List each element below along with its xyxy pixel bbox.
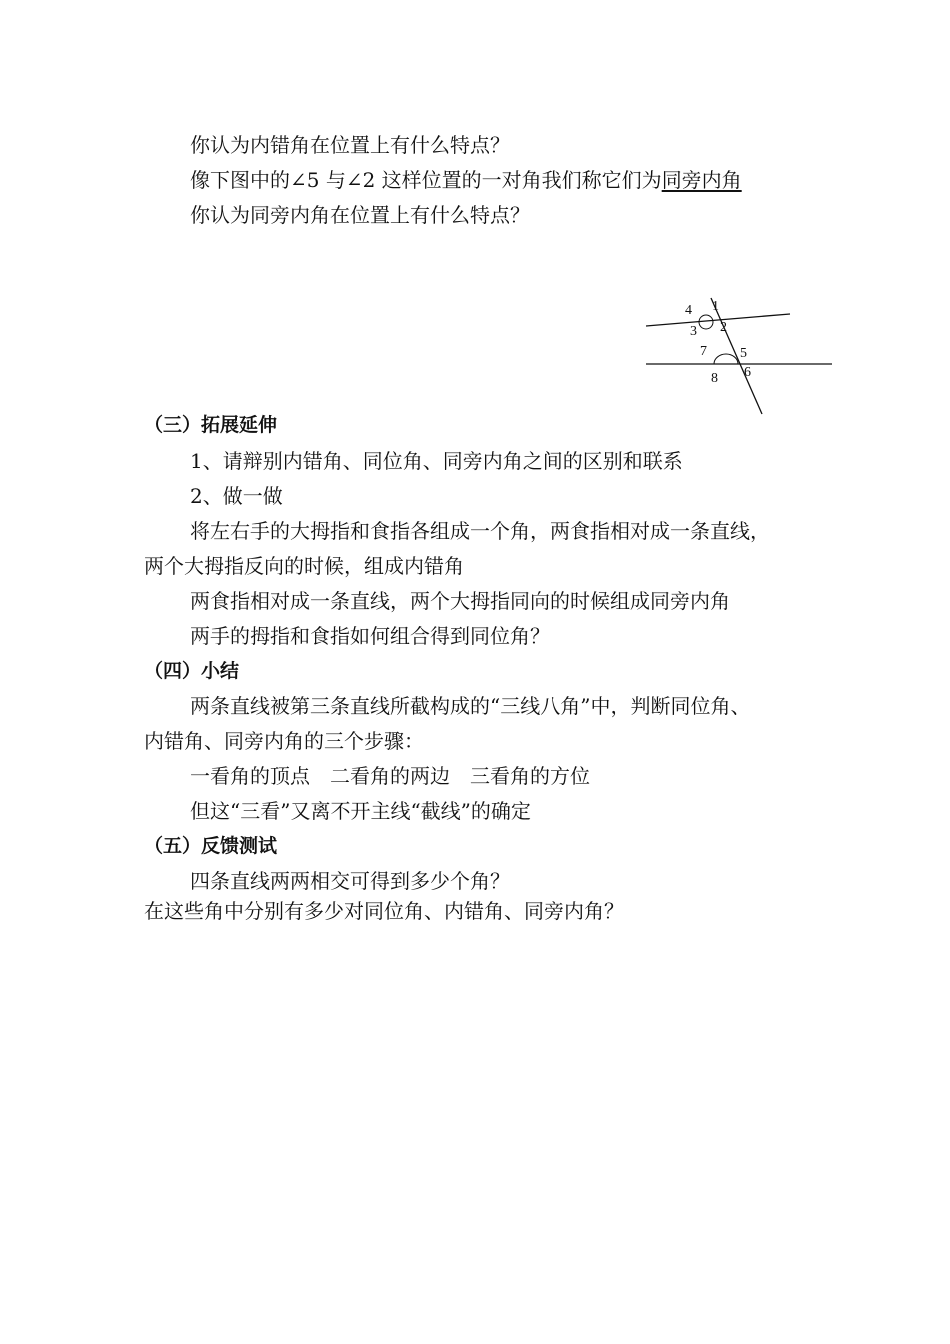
angle-label-6: 6 — [744, 365, 751, 380]
section-4-paragraph-1: 两条直线被第三条直线所截构成的“三线八角”中，判断同位角、 — [190, 694, 751, 718]
angle-label-7: 7 — [700, 344, 707, 359]
section-3-item-1: 1、请辩别内错角、同位角、同旁内角之间的区别和联系 — [190, 449, 683, 473]
section-3-paragraph-1: 将左右手的大拇指和食指各组成一个角，两食指相对成一条直线， — [190, 519, 770, 543]
intro-question-2 — [190, 167, 742, 193]
section-5-heading: （五）反馈测试 — [144, 835, 278, 857]
section-3-item-2: 2、做一做 — [190, 484, 283, 508]
section-4-heading: （四）小结 — [144, 660, 240, 682]
section-3-paragraph-1-cont: 两个大拇指反向的时候，组成内错角 — [144, 554, 464, 578]
term-same-side-interior: 同旁内角 — [661, 168, 742, 192]
angle-label-3: 3 — [690, 324, 697, 339]
section-3-heading: （三）拓展延伸 — [144, 414, 278, 436]
angle-label-5: 5 — [740, 346, 747, 361]
lower-intersection-arc — [714, 354, 738, 364]
angle-label-4: 4 — [685, 303, 692, 318]
angle-label-1: 1 — [712, 299, 719, 314]
intro-question-2-text: 像下图中的∠5 与∠2 这样位置的一对角我们称它们为 — [190, 168, 662, 192]
intro-question-1: 你认为内错角在位置上有什么特点？ — [190, 133, 510, 157]
section-4-paragraph-1-cont: 内错角、同旁内角的三个步骤： — [144, 729, 424, 753]
angle-label-8: 8 — [711, 371, 718, 386]
section-4-paragraph-2: 一看角的顶点 二看角的两边 三看角的方位 — [190, 764, 590, 788]
section-5-paragraph-2: 在这些角中分别有多少对同位角、内错角、同旁内角？ — [144, 899, 624, 923]
angle-label-2: 2 — [720, 320, 727, 335]
section-3-paragraph-2: 两食指相对成一条直线，两个大拇指同向的时候组成同旁内角 — [190, 589, 730, 613]
angles-figure — [640, 290, 840, 420]
upper-line — [646, 314, 790, 326]
section-5-paragraph-1: 四条直线两两相交可得到多少个角？ — [190, 869, 510, 893]
section-3-paragraph-3: 两手的拇指和食指如何组合得到同位角？ — [190, 624, 550, 648]
intro-question-3: 你认为同旁内角在位置上有什么特点？ — [190, 203, 530, 227]
section-4-paragraph-3: 但这“三看”又离不开主线“截线”的确定 — [190, 799, 531, 823]
